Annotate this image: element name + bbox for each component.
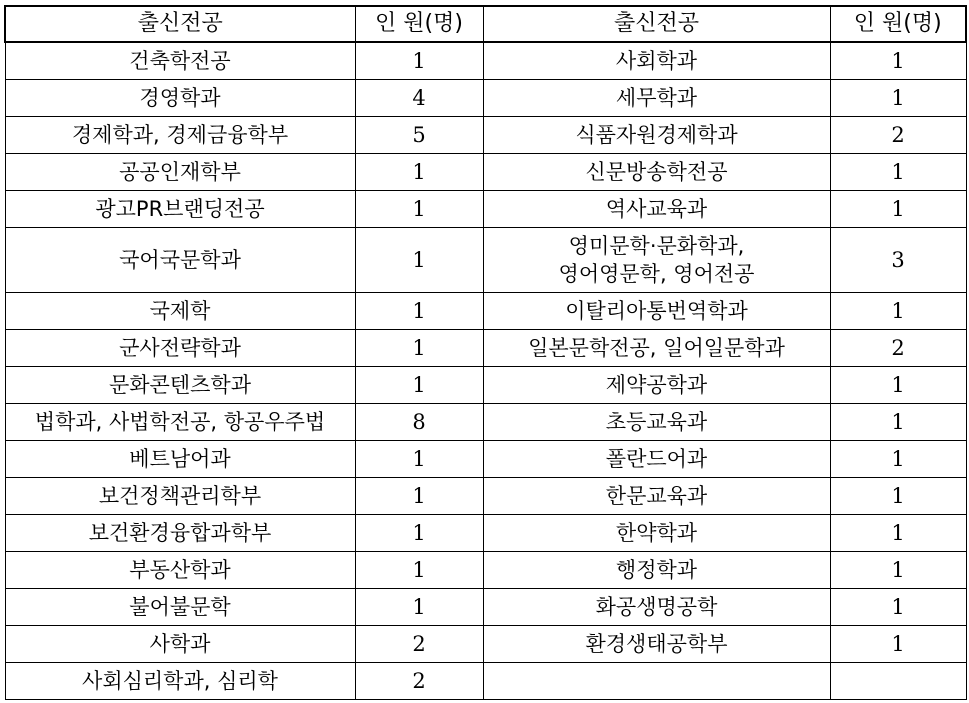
count-right-cell: 1 xyxy=(830,154,966,191)
major-right-cell: 식품자원경제학과 xyxy=(483,117,830,154)
count-left-cell: 1 xyxy=(355,367,483,404)
major-right-cell: 행정학과 xyxy=(483,552,830,589)
count-left-cell: 1 xyxy=(355,589,483,626)
count-right-cell: 3 xyxy=(830,228,966,293)
count-left-cell: 1 xyxy=(355,293,483,330)
major-right-line: 영어영문학, 영어전공 xyxy=(558,262,755,286)
major-right-cell: 한문교육과 xyxy=(483,478,830,515)
count-right-cell xyxy=(830,663,966,700)
count-right-cell: 2 xyxy=(830,330,966,367)
major-right-cell: 폴란드어과 xyxy=(483,441,830,478)
count-right-cell: 1 xyxy=(830,589,966,626)
majors-table xyxy=(4,5,967,700)
major-left-cell: 국제학 xyxy=(5,293,355,330)
table-row xyxy=(5,191,966,228)
count-right-cell: 1 xyxy=(830,441,966,478)
major-left-cell: 광고PR브랜딩전공 xyxy=(5,191,355,228)
count-right-cell: 1 xyxy=(830,80,966,117)
major-left-cell: 사학과 xyxy=(5,626,355,663)
count-left-cell: 2 xyxy=(355,663,483,700)
table-header xyxy=(5,6,966,42)
count-right-cell: 1 xyxy=(830,404,966,441)
header-count-left: 인 원(명) xyxy=(355,6,483,42)
count-right-cell: 1 xyxy=(830,367,966,404)
count-left-cell: 2 xyxy=(355,626,483,663)
major-right-cell: 역사교육과 xyxy=(483,191,830,228)
major-left-cell: 경영학과 xyxy=(5,80,355,117)
major-right-cell: 이탈리아통번역학과 xyxy=(483,293,830,330)
count-left-cell: 1 xyxy=(355,154,483,191)
major-right-cell: 한약학과 xyxy=(483,515,830,552)
count-right-cell: 1 xyxy=(830,478,966,515)
table-row xyxy=(5,478,966,515)
table-row xyxy=(5,663,966,700)
major-left-cell: 베트남어과 xyxy=(5,441,355,478)
count-left-cell: 1 xyxy=(355,515,483,552)
count-left-cell: 1 xyxy=(355,191,483,228)
count-right-cell: 1 xyxy=(830,42,966,80)
header-major-right: 출신전공 xyxy=(483,6,830,42)
count-left-cell: 8 xyxy=(355,404,483,441)
major-left-cell: 부동산학과 xyxy=(5,552,355,589)
table-row xyxy=(5,80,966,117)
header-row xyxy=(5,6,966,42)
major-right-cell: 사회학과 xyxy=(483,42,830,80)
table-row xyxy=(5,293,966,330)
count-left-cell: 1 xyxy=(355,552,483,589)
major-left-cell: 불어불문학 xyxy=(5,589,355,626)
table-row xyxy=(5,404,966,441)
major-left-cell: 사회심리학과, 심리학 xyxy=(5,663,355,700)
count-right-cell: 1 xyxy=(830,293,966,330)
count-right-cell: 1 xyxy=(830,552,966,589)
major-left-cell: 국어국문학과 xyxy=(5,228,355,293)
table-row xyxy=(5,626,966,663)
major-right-cell: 환경생태공학부 xyxy=(483,626,830,663)
count-left-cell: 1 xyxy=(355,42,483,80)
table-row xyxy=(5,117,966,154)
major-right-cell xyxy=(483,228,830,293)
table-body xyxy=(5,42,966,700)
table-row xyxy=(5,330,966,367)
header-count-right: 인 원(명) xyxy=(830,6,966,42)
table-row xyxy=(5,515,966,552)
count-right-cell: 2 xyxy=(830,117,966,154)
major-right-cell: 화공생명공학 xyxy=(483,589,830,626)
major-right-cell: 제약공학과 xyxy=(483,367,830,404)
major-left-cell: 보건환경융합과학부 xyxy=(5,515,355,552)
count-left-cell: 1 xyxy=(355,228,483,293)
count-left-cell: 1 xyxy=(355,441,483,478)
table-row xyxy=(5,552,966,589)
count-right-cell: 1 xyxy=(830,626,966,663)
major-right-cell: 세무학과 xyxy=(483,80,830,117)
table-row xyxy=(5,154,966,191)
count-left-cell: 1 xyxy=(355,478,483,515)
major-left-cell: 보건정책관리학부 xyxy=(5,478,355,515)
table-row xyxy=(5,228,966,293)
major-right-cell xyxy=(483,663,830,700)
count-left-cell: 4 xyxy=(355,80,483,117)
count-left-cell: 5 xyxy=(355,117,483,154)
table-row xyxy=(5,367,966,404)
major-left-cell: 문화콘텐츠학과 xyxy=(5,367,355,404)
major-right-cell: 초등교육과 xyxy=(483,404,830,441)
major-left-cell: 경제학과, 경제금융학부 xyxy=(5,117,355,154)
major-right-cell: 일본문학전공, 일어일문학과 xyxy=(483,330,830,367)
major-right-cell: 신문방송학전공 xyxy=(483,154,830,191)
major-left-cell: 건축학전공 xyxy=(5,42,355,80)
count-left-cell: 1 xyxy=(355,330,483,367)
major-left-cell: 공공인재학부 xyxy=(5,154,355,191)
major-right-line: 영미문학·문화학과, xyxy=(568,234,745,258)
major-left-cell: 법학과, 사법학전공, 항공우주법 xyxy=(5,404,355,441)
major-left-cell: 군사전략학과 xyxy=(5,330,355,367)
table-row xyxy=(5,42,966,80)
table-row xyxy=(5,441,966,478)
table-row xyxy=(5,589,966,626)
header-major-left: 출신전공 xyxy=(5,6,355,42)
count-right-cell: 1 xyxy=(830,191,966,228)
count-right-cell: 1 xyxy=(830,515,966,552)
